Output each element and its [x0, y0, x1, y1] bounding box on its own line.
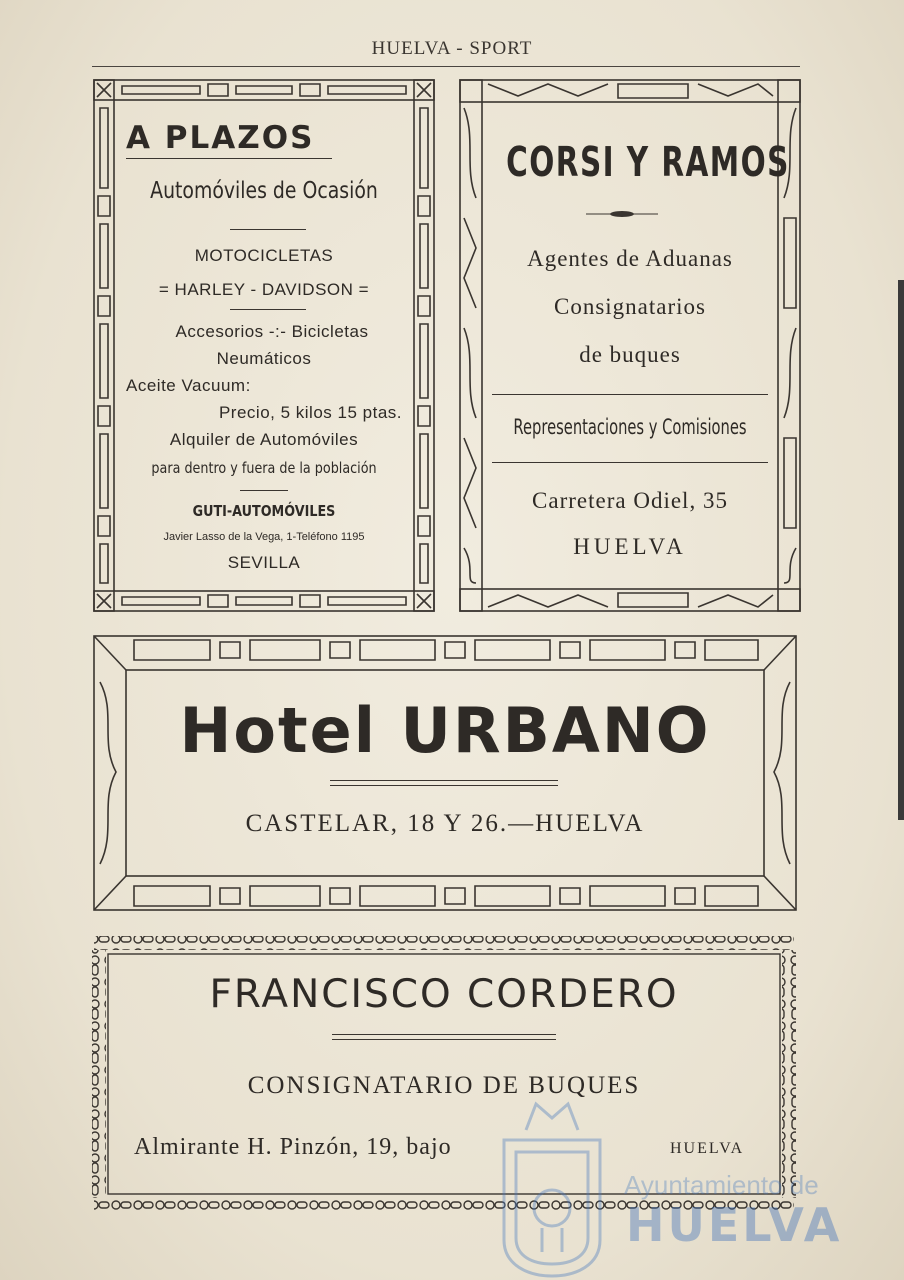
- ad-plazos-subtitle: Automóviles de Ocasión: [150, 178, 378, 204]
- header-rule: [92, 66, 800, 67]
- ad-corsi-line3: de buques: [579, 342, 681, 367]
- ad-corsi-rule1: [492, 394, 768, 395]
- ad-plazos-rule3: [240, 490, 288, 491]
- ad-hotel-rule2: [330, 785, 558, 786]
- ad-cordero-rule2: [332, 1039, 556, 1040]
- ad-hotel-title: Hotel URBANO: [179, 694, 711, 767]
- ad-hotel-address: CASTELAR, 18 Y 26.—HUELVA: [245, 810, 645, 837]
- ad-plazos-line8: para dentro y fuera de la población: [151, 459, 377, 477]
- ad-corsi: [458, 78, 802, 613]
- ad-corsi-line4: Representaciones y Comisiones: [513, 415, 747, 439]
- ad-plazos-company: GUTI-AUTOMÓVILES: [192, 502, 336, 520]
- watermark-text-top: Ayuntamiento de: [624, 1170, 819, 1200]
- ad-cordero-rule1: [332, 1034, 556, 1035]
- ad-plazos-line6: Precio, 5 kilos 15 ptas.: [218, 403, 402, 422]
- ad-plazos-line4: Neumáticos: [216, 349, 312, 368]
- ad-plazos-line1: MOTOCICLETAS: [194, 246, 334, 265]
- ad-plazos-line7: Alquiler de Automóviles: [169, 430, 359, 449]
- ad-plazos-line2: = HARLEY - DAVIDSON =: [158, 280, 370, 299]
- ad-cordero-city: HUELVA: [670, 1140, 745, 1157]
- ad-plazos-rule2: [230, 309, 306, 310]
- ad-plazos-city: SEVILLA: [227, 553, 301, 572]
- ad-corsi-line1: Agentes de Aduanas: [527, 246, 733, 271]
- ad-plazos-line3: Accesorios -:- Bicicletas: [175, 322, 369, 341]
- ad-corsi-city: HUELVA: [573, 534, 687, 559]
- ad-hotel: [90, 632, 800, 914]
- ad-corsi-line2: Consignatarios: [554, 294, 706, 319]
- ad-hotel-rule1: [330, 780, 558, 781]
- ad-cordero-title: FRANCISCO CORDERO: [209, 972, 679, 1017]
- ad-corsi-rule2: [492, 462, 768, 463]
- ad-corsi-address: Carretera Odiel, 35: [532, 488, 728, 513]
- watermark-text-main: HUELVA: [626, 1198, 843, 1252]
- ad-cordero-subtitle: CONSIGNATARIO DE BUQUES: [247, 1072, 641, 1099]
- ad-hotel-border: [90, 632, 800, 914]
- page-edge-shadow: [898, 280, 904, 820]
- ad-plazos-title-rule: [126, 158, 332, 159]
- ad-cordero-address: Almirante H. Pinzón, 19, bajo: [134, 1134, 452, 1160]
- ad-corsi-ornament: [586, 208, 658, 220]
- ad-plazos-title: A PLAZOS: [126, 120, 315, 156]
- ad-corsi-title: CORSI Y RAMOS: [506, 138, 790, 186]
- page-header: HUELVA - SPORT: [371, 38, 533, 59]
- ad-plazos: [92, 78, 436, 613]
- ad-plazos-rule: [230, 229, 306, 230]
- ad-plazos-address: Javier Lasso de la Vega, 1-Teléfono 1195: [163, 531, 365, 543]
- ad-plazos-line5: Aceite Vacuum:: [126, 376, 251, 395]
